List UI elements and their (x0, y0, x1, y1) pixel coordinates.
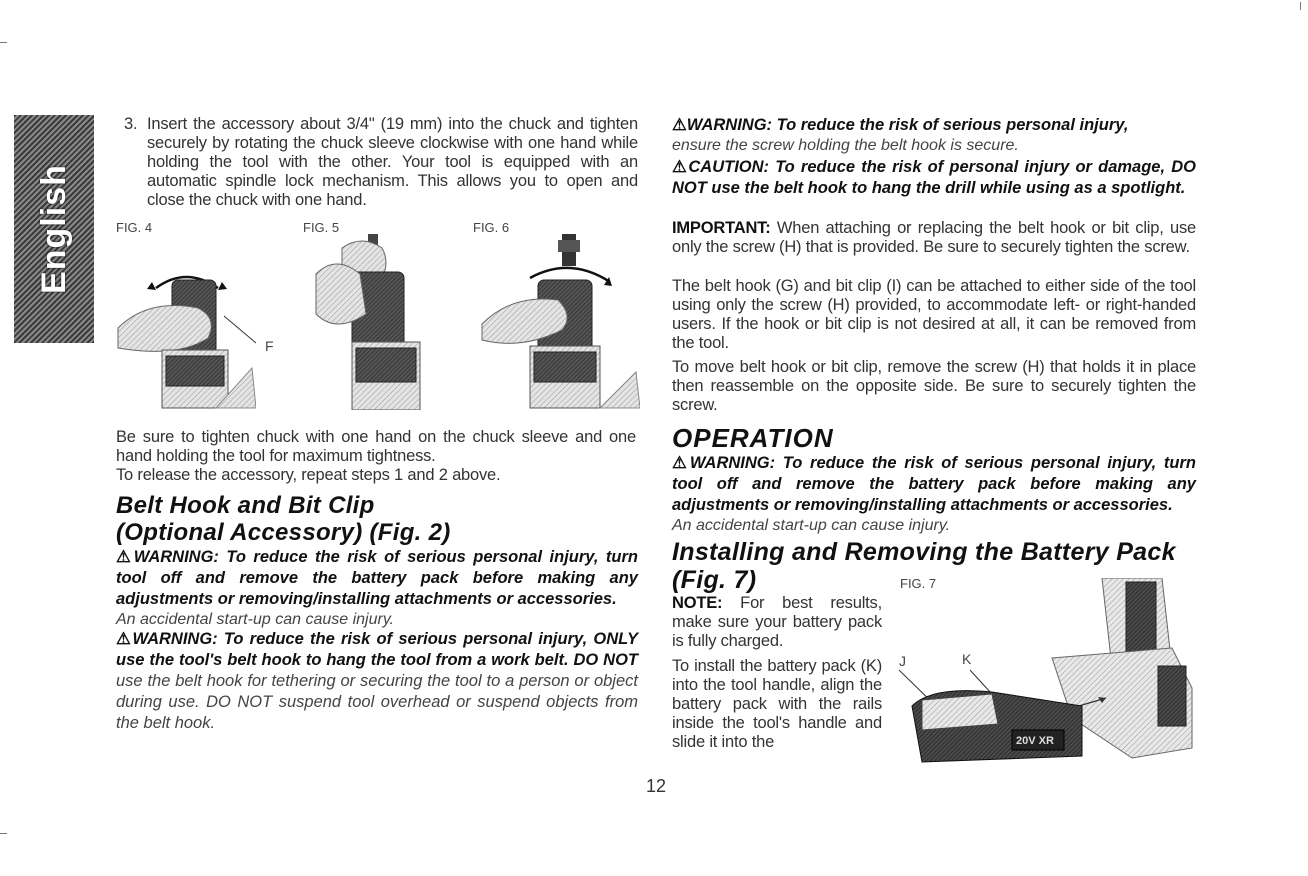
warning-block-3 (672, 115, 1196, 155)
warning-triangle-icon: ⚠ (672, 454, 690, 472)
tighten-chuck-paragraph: Be sure to tighten chuck with one hand on the chuck sleeve and one hand holding the tool for maximum tightness. (116, 428, 636, 465)
warning-triangle-icon: ⚠ (116, 548, 134, 566)
important-text: When attaching or replacing the belt hook or bit clip, use only the screw (H) that is provided. Be sure to securely tighten the screw. (672, 219, 1196, 256)
fig5-label: FIG. 5 (303, 220, 340, 235)
fig4-chuck-illustration (116, 238, 256, 413)
important-paragraph (672, 219, 1196, 257)
battery-heading-line1: Installing and Removing the Battery Pack (672, 538, 1176, 566)
note-text: For best results, make sure your battery pack is fully charged. (672, 594, 882, 650)
warning-4-note: An accidental start-up can cause injury. (672, 517, 951, 534)
warning-block-4 (672, 453, 1196, 535)
fig4-label: FIG. 4 (116, 220, 153, 235)
important-label: IMPORTANT: (672, 219, 771, 237)
fig6-chuck-illustration (480, 234, 640, 410)
warning-3-note: ensure the screw holding the belt hook is secure. (672, 137, 1019, 154)
fig7-callout-j: J (899, 653, 906, 669)
fig5-chuck-illustration (312, 234, 438, 410)
warning-4-text: WARNING: To reduce the risk of serious personal injury, turn tool off and remove the battery pack before making any adjustments or removing/installing attachments or accessories. (672, 454, 1196, 514)
caution-text: CAUTION: To reduce the risk of personal injury or damage, DO NOT use the belt hook to hang the drill while using as a spotlight. (672, 158, 1196, 197)
fig7-callout-k: K (962, 651, 972, 667)
battery-heading-line2: (Fig. 7) (672, 566, 757, 594)
install-battery-paragraph: To install the battery pack (K) into the tool handle, align the battery pack with the rails inside the tool's handle and slide it into the (672, 657, 882, 751)
belt-hook-heading-line1: Belt Hook and Bit Clip (116, 492, 375, 519)
step-3-text: Insert the accessory about 3/4" (19 mm) into the chuck and tighten securely by rotating the chuck sleeve clockwise with one hand while holding the tool with the other. Your tool is equipped with an automatic spindle lock mechanism. This allows you to open and close the chuck with one hand. (147, 115, 638, 209)
release-accessory-paragraph: To release the accessory, repeat steps 1 and 2 above. (116, 466, 501, 484)
operation-heading: OPERATION (672, 423, 834, 453)
note-paragraph (672, 594, 882, 651)
caution-block (672, 157, 1196, 199)
warning-3-text: WARNING: To reduce the risk of serious personal injury, (686, 116, 1129, 134)
belt-hook-heading-line2: (Optional Accessory) (Fig. 2) (116, 519, 451, 546)
edge-tick-mark (0, 833, 7, 834)
fig6-label: FIG. 6 (473, 220, 510, 235)
warning-block-1 (116, 547, 638, 629)
warning-2-bold-text: WARNING: To reduce the risk of serious personal injury, ONLY use the tool's belt hook to hang the tool from a work belt. DO NOT (116, 630, 638, 669)
edge-tick-mark (0, 42, 7, 43)
warning-block-2 (116, 629, 638, 734)
edge-tick-mark (1300, 2, 1301, 10)
page-number: 12 (646, 776, 667, 796)
language-side-tab (14, 115, 94, 343)
warning-triangle-icon: ⚠ (672, 158, 689, 176)
step-number: 3. (124, 115, 138, 133)
warning-triangle-icon: ⚠ (672, 116, 687, 134)
warning-1-note: An accidental start-up can cause injury. (116, 611, 395, 628)
language-tab-label: English (35, 164, 73, 294)
fig7-battery-illustration (892, 578, 1198, 764)
battery-marking: 20V XR (1016, 735, 1054, 747)
note-label: NOTE: (672, 594, 723, 612)
fig7-label: FIG. 7 (900, 576, 937, 591)
warning-triangle-icon: ⚠ (116, 630, 133, 648)
warning-1-text: WARNING: To reduce the risk of serious personal injury, turn tool off and remove the battery pack before making any adjustments or removing/installing attachments or accessories. (116, 548, 638, 608)
belt-hook-attach-paragraph: The belt hook (G) and bit clip (I) can be attached to either side of the tool using only the screw (H) provided, to accommodate left- or right-handed users. If the hook or bit clip is not desired at all, it can be removed from the tool. (672, 277, 1196, 352)
fig4-callout-f: F (265, 338, 274, 354)
warning-2-italic-text: use the belt hook for tethering or securing the tool to a person or object during use. DO NOT suspend tool overhead or suspend objects from the belt hook. (116, 672, 638, 732)
move-belt-hook-paragraph: To move belt hook or bit clip, remove the screw (H) that holds it in place then reassemble on the opposite side. Be sure to securely tighten the screw. (672, 358, 1196, 414)
